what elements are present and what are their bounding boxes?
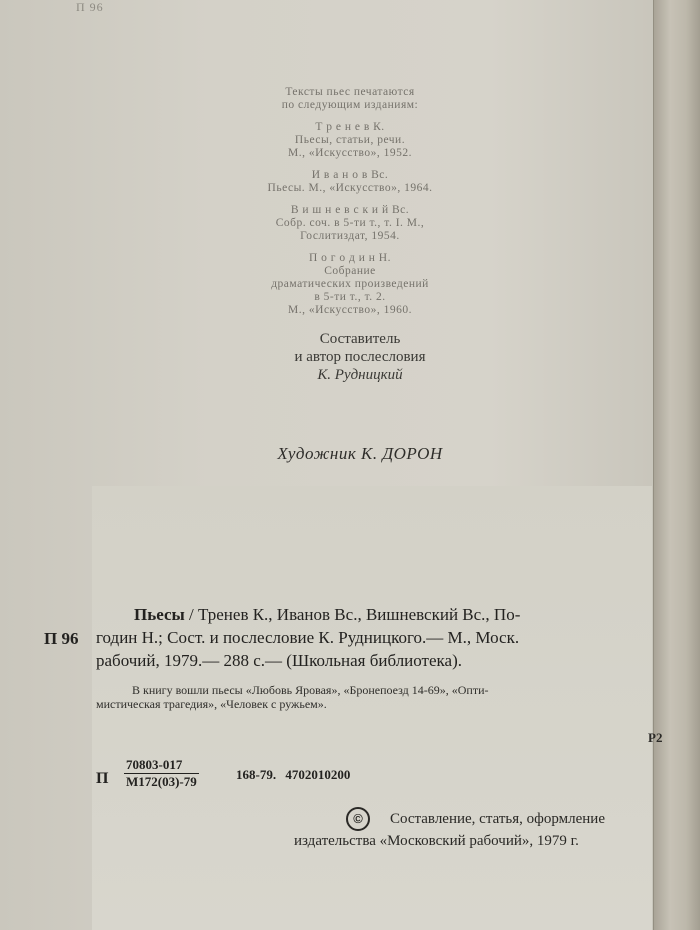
source-line: в 5-ти т., т. 2. <box>314 291 386 303</box>
page-number: П 96 <box>76 0 104 14</box>
biblio-title: Пьесы <box>134 605 185 624</box>
source-line: Собрание <box>324 265 376 277</box>
source-line: Пьесы, статьи, речи. <box>294 134 406 146</box>
contents-note <box>96 683 656 711</box>
compiler-block <box>230 330 490 384</box>
copyright-icon: © <box>346 807 370 831</box>
source-entry <box>190 169 510 195</box>
sources-block <box>190 86 510 326</box>
source-line: П о г о д и н Н. <box>309 252 391 264</box>
classification-code: Р2 <box>648 730 663 745</box>
biblio-line <box>96 603 652 626</box>
source-line: М., «Искусство», 1960. <box>288 304 412 316</box>
copyright-line: Составление, статья, оформление <box>390 811 605 827</box>
bibliographic-entry <box>96 603 652 672</box>
copyright-block <box>294 808 694 852</box>
sources-intro-line: Тексты пьес печатаются <box>285 86 415 98</box>
note-line: мистическая трагедия», «Человек с ружьем». <box>96 697 327 711</box>
note-line: В книгу вошли пьесы «Любовь Яровая», «Бронепоезд 14-69», «Опти- <box>132 683 489 697</box>
source-line: Гослитиздат, 1954. <box>300 230 400 242</box>
sources-intro-line: по следующим изданиям: <box>281 99 419 111</box>
catalog-code: П 96 <box>44 629 79 648</box>
biblio-line-rest: / Тренев К., Иванов Вс., Вишневский Вс., По- <box>184 605 521 624</box>
fraction-bottom: М172(03)-79 <box>126 774 197 789</box>
source-line: драматических произведений <box>271 278 429 290</box>
sources-intro <box>190 86 510 112</box>
source-entry <box>190 252 510 317</box>
index-letter: П <box>96 770 109 787</box>
compiler-label: Составитель <box>319 331 401 347</box>
source-line: Т р е н е в К. <box>315 121 385 133</box>
source-entry <box>190 121 510 160</box>
fraction-top: 70803-017 <box>124 757 199 774</box>
artist-credit: Художник К. ДОРОН <box>277 444 443 463</box>
afterword-label: и автор послесловия <box>294 349 426 365</box>
page-edge <box>653 0 700 930</box>
source-entry <box>190 204 510 243</box>
source-line: В и ш н е в с к и й Вс. <box>290 204 410 216</box>
source-line: И в а н о в Вс. <box>311 169 389 181</box>
compiler-name: К. Рудницкий <box>317 367 403 383</box>
biblio-line: рабочий, 1979.— 288 с.— (Школьная библиотека). <box>96 651 462 670</box>
index-fraction <box>124 757 199 790</box>
biblio-line: годин Н.; Сост. и послесловие К. Рудницкого.— М., Моск. <box>96 628 520 647</box>
source-line: Собр. соч. в 5-ти т., т. I. М., <box>275 217 425 229</box>
source-line: Пьесы. М., «Искусство», 1964. <box>267 182 433 194</box>
source-line: М., «Искусство», 1952. <box>288 147 412 159</box>
copyright-line: издательства «Московский рабочий», 1979 г. <box>294 833 579 849</box>
index-numbers: 168-79. 4702010200 <box>236 767 351 782</box>
